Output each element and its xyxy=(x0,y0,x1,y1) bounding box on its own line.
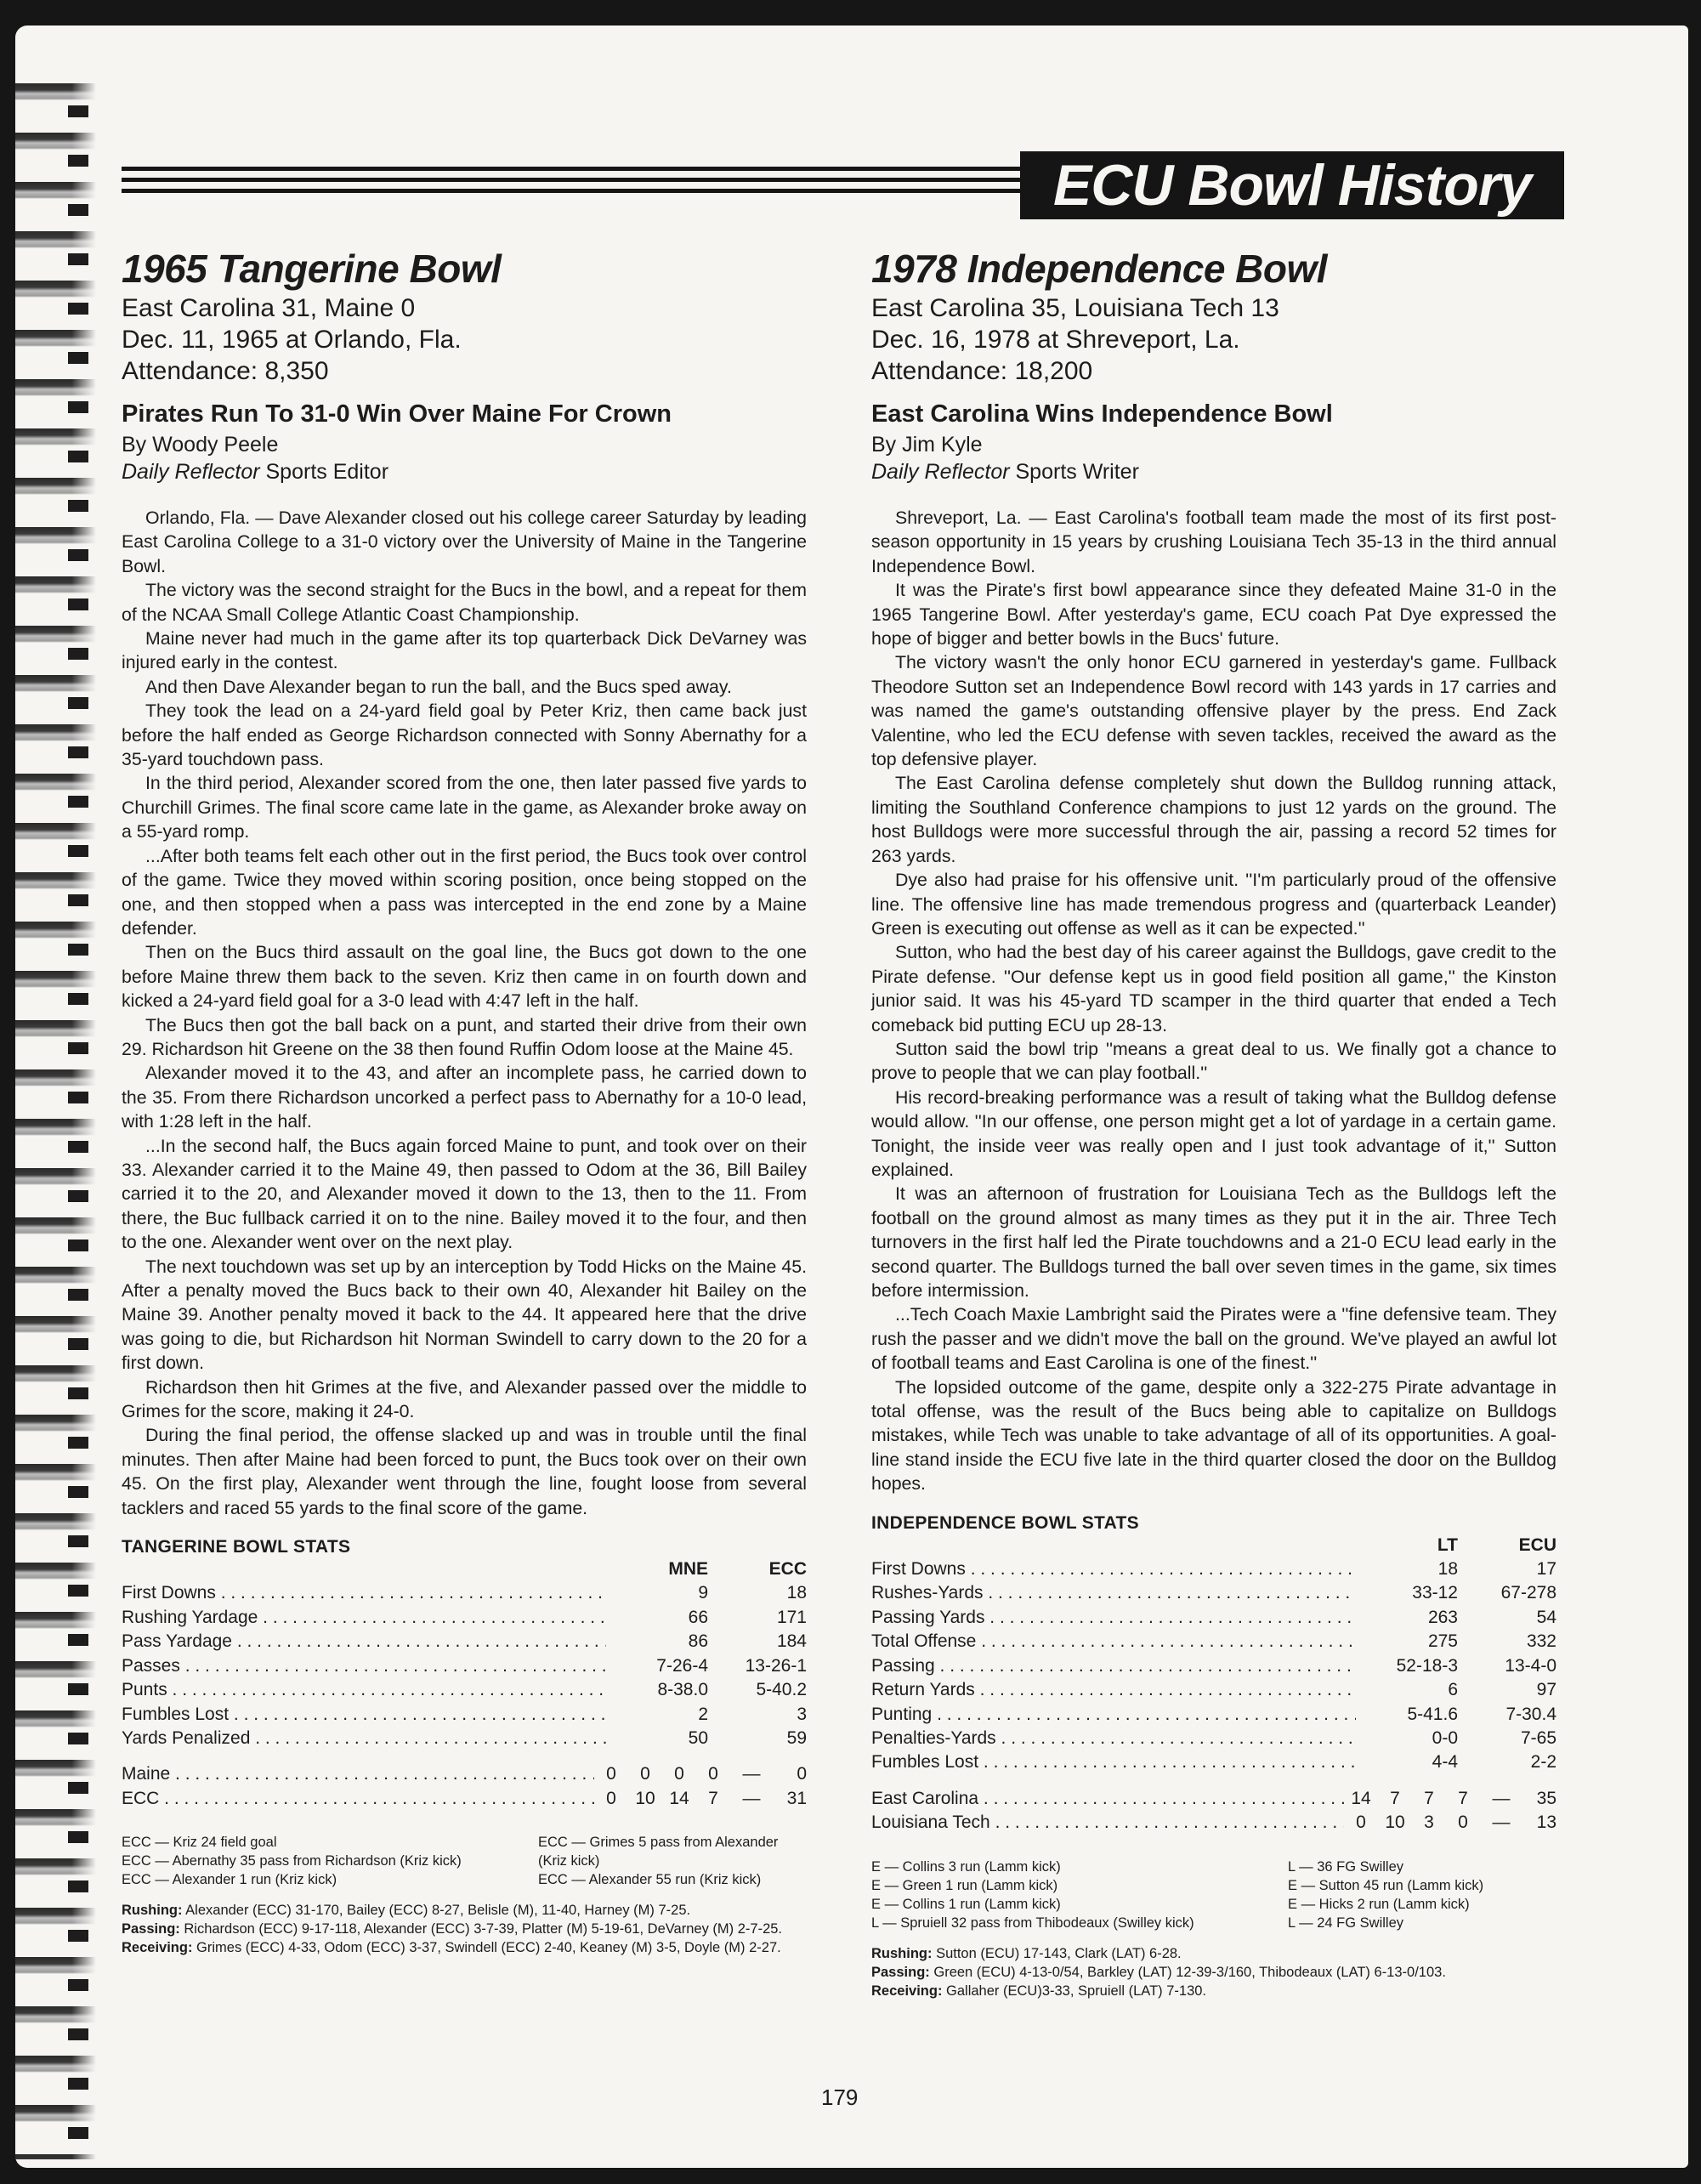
page-number: 179 xyxy=(821,2085,859,2110)
section-header xyxy=(122,151,1564,219)
header-rules xyxy=(122,167,1023,209)
scoring-play: E — Collins 1 run (Lamm kick) xyxy=(871,1896,1061,1912)
bowl-title: 1965 Tangerine Bowl xyxy=(122,247,502,291)
stats-row xyxy=(871,1750,1556,1774)
stat-detail: Alexander (ECC) 31-170, Bailey (ECC) 8-27, Belisle (M), 11-40, Harney (M) 7-25. xyxy=(182,1903,691,1919)
article-paragraph: It was an afternoon of frustration for Louisiana Tech as the Bulldogs left the football on the ground almost as many times as they put it in the air. Three Tech turnovers in the first half led the Pirate touchdowns and a 21-0 ECU lead early in the second quarter. The Bulldogs turned the ball over seven times in the game, six times before intermission. xyxy=(871,1183,1556,1301)
team-name: East Carolina . . . xyxy=(871,1787,1344,1811)
stat-value: 2 xyxy=(698,1704,708,1724)
article-paragraph: The East Carolina defense completely shut down the Bulldog running attack, limiting the Southland Conference champions to just 12 yards on the ground. The host Bulldogs were more successful through the air, passing a record 52 times for 263 yards. xyxy=(871,773,1556,866)
date-line: Dec. 11, 1965 at Orlando, Fla. xyxy=(122,326,462,354)
article-paragraph: Sutton, who had the best day of his career against the Bulldogs, gave credit to the Pirate defense. ''Our defense kept us in good field position all game,'' the Kinston junior said. It was his 45-yard TD scamper in the third quarter that ended a Tech comeback bid putting ECU up 28-13. xyxy=(871,942,1556,1035)
score-dash: — xyxy=(1492,1788,1511,1808)
stat-value: 13-4-0 xyxy=(1505,1655,1556,1676)
stat-label: Rushing Yardage . . . xyxy=(122,1606,606,1630)
scoring-play: L — 36 FG Swilley xyxy=(1288,1858,1404,1875)
stat-label: Punts . . . xyxy=(122,1678,606,1702)
game-info xyxy=(122,292,807,387)
attendance-line: Attendance: 18,200 xyxy=(871,357,1093,385)
stat-label: Pass Yardage . . . xyxy=(122,1630,606,1654)
quarter-score: 0 xyxy=(606,1764,616,1784)
stat-category: Rushing: xyxy=(122,1903,183,1919)
stat-value: 7-65 xyxy=(1520,1727,1556,1748)
scoring-play: ECC — Abernathy 35 pass from Richardson (Kriz kick) xyxy=(122,1853,462,1869)
scoring-play: E — Hicks 2 run (Lamm kick) xyxy=(1288,1896,1470,1912)
individual-stat-line xyxy=(871,1963,1556,1982)
stat-value: 66 xyxy=(688,1607,708,1627)
stat-value: 4-4 xyxy=(1432,1752,1458,1773)
stats-row xyxy=(122,1654,807,1678)
stats-table xyxy=(122,1557,807,1750)
article-paragraph: Richardson then hit Grimes at the five, and Alexander passed over the middle to Grimes for the score, making it 24-0. xyxy=(122,1376,807,1422)
scoring-column xyxy=(871,1858,1288,1932)
final-score-line: East Carolina 31, Maine 0 xyxy=(122,294,416,322)
stat-value: 52-18-3 xyxy=(1396,1655,1458,1676)
stat-value: 2-2 xyxy=(1530,1752,1556,1773)
stat-value: 17 xyxy=(1536,1559,1556,1580)
stat-value: 9 xyxy=(698,1583,708,1603)
stat-label: Passes . . . xyxy=(122,1654,606,1678)
stat-value: 8-38.0 xyxy=(657,1680,708,1700)
newspaper-name: Daily Reflector xyxy=(122,460,260,484)
right-column xyxy=(871,245,1556,2000)
individual-stat-line xyxy=(871,1944,1556,1963)
stats-title: TANGERINE BOWL STATS xyxy=(122,1537,351,1557)
article-paragraph: ...After both teams felt each other out in the first period, the Bucs took over control of the game. Twice they moved within scoring position, once being stopped on the one, and then stopped when a pass was intercepted in the end zone by a Maine defender. xyxy=(122,845,807,939)
quarter-score: 10 xyxy=(1385,1812,1405,1833)
stats-row xyxy=(871,1606,1556,1630)
date-line: Dec. 16, 1978 at Shreveport, La. xyxy=(871,326,1240,354)
stat-label: Return Yards . . . xyxy=(871,1678,1356,1702)
quarter-score: 0 xyxy=(708,1764,718,1784)
stats-row xyxy=(871,1727,1556,1750)
stat-detail: Richardson (ECC) 9-17-118, Alexander (ECC) 3-7-39, Platter (M) 5-19-61, DeVarney (M) 2-7-25. xyxy=(179,1921,783,1937)
scoring-play: (Kriz kick) xyxy=(538,1853,600,1869)
scoring-play: E — Green 1 run (Lamm kick) xyxy=(871,1877,1058,1893)
stat-value: 5-41.6 xyxy=(1407,1704,1458,1724)
page xyxy=(15,26,1688,2168)
column-header: ECC xyxy=(768,1559,807,1580)
article-paragraph: Maine never had much in the game after its top quarterback Dick DeVarney was injured early in the contest. xyxy=(122,628,807,673)
stat-category: Receiving: xyxy=(871,1983,943,1999)
article-paragraph: Dye also had praise for his offensive unit. ''I'm particularly proud of the offensive line. The offensive line has made tremendous progress and (quarterback Leander) Green is executing out offense as well as it can be expected.'' xyxy=(871,870,1556,939)
score-row xyxy=(122,1787,807,1811)
byline-author: By Woody Peele xyxy=(122,433,279,457)
stat-label: Fumbles Lost . . . xyxy=(122,1703,606,1727)
stat-value: 50 xyxy=(688,1727,708,1748)
stat-label: Passing . . . xyxy=(871,1654,1356,1678)
stat-label: First Downs . . . xyxy=(871,1557,1356,1581)
article-paragraph: Then on the Bucs third assault on the goal line, the Bucs got down to the one before Maine threw them back to the seven. Kriz then came in on fourth down and kicked a 24-yard field goal for a 3-0 lead with 4:47 left in the half. xyxy=(122,942,807,1012)
article-paragraph: Shreveport, La. — East Carolina's football team made the most of its first post-season opportunity in 15 years by crushing Louisiana Tech 35-13 in the third annual Independence Bowl. xyxy=(871,508,1556,576)
quarter-score: 7 xyxy=(1458,1788,1468,1808)
stat-value: 171 xyxy=(776,1607,807,1627)
team-name: Louisiana Tech . . . xyxy=(871,1811,1344,1835)
article-paragraph: His record-breaking performance was a result of taking what the Bulldog defense would allow. ''In our offense, one person might get a lot of yardage in a certain game. Tonight, the inside veer was really open and I just took advantage of it,'' Sutton explained. xyxy=(871,1086,1556,1180)
game-info xyxy=(871,292,1556,387)
individual-stat-line xyxy=(122,1901,807,1920)
stat-label: Punting . . . xyxy=(871,1703,1356,1727)
stats-row xyxy=(871,1630,1556,1654)
scoring-play: E — Collins 3 run (Lamm kick) xyxy=(871,1858,1061,1875)
stats-table xyxy=(871,1534,1556,1775)
quarter-score: 0 xyxy=(606,1788,616,1808)
stat-value: 3 xyxy=(797,1704,807,1724)
score-row xyxy=(122,1762,807,1786)
stat-detail: Sutton (ECU) 17-143, Clark (LAT) 6-28. xyxy=(932,1945,1182,1961)
article-headline: Pirates Run To 31-0 Win Over Maine For Crown xyxy=(122,400,672,428)
scoring-play: ECC — Alexander 1 run (Kriz kick) xyxy=(122,1872,337,1888)
quarter-score: 0 xyxy=(1458,1812,1468,1833)
stat-value: 5-40.2 xyxy=(756,1680,807,1700)
stats-row xyxy=(122,1703,807,1727)
stat-value: 18 xyxy=(786,1583,807,1603)
article-paragraph: They took the lead on a 24-yard field goal by Peter Kriz, then came back just before the half ended as George Richardson connected with Sonny Abernathy for a 35-yard touchdown pass. xyxy=(122,701,807,770)
article-body xyxy=(871,506,1556,1496)
stat-label: Passing Yards . . . xyxy=(871,1606,1356,1630)
stat-value: 7-30.4 xyxy=(1505,1704,1556,1724)
article-paragraph: The next touchdown was set up by an interception by Todd Hicks on the Maine 45. After a penalty moved the Bucs back to their own 40, Alexander hit Bailey on the Maine 39. Another penalty moved it back to the 44. It appeared here that the drive was going to die, but Richardson hit Norman Swindell to carry down to the 20 for a first down. xyxy=(122,1256,807,1374)
stat-label: Total Offense . . . xyxy=(871,1630,1356,1654)
article-headline: East Carolina Wins Independence Bowl xyxy=(871,400,1333,428)
score-dash: — xyxy=(1492,1812,1511,1833)
quarter-score: 14 xyxy=(669,1788,689,1808)
byline-author: By Jim Kyle xyxy=(871,433,983,457)
stats-header-row xyxy=(122,1557,807,1581)
newspaper-name: Daily Reflector xyxy=(871,460,1010,484)
stat-label: Fumbles Lost . . . xyxy=(871,1750,1356,1774)
left-column xyxy=(122,245,807,1957)
attendance-line: Attendance: 8,350 xyxy=(122,357,329,385)
stat-detail: Gallaher (ECU)3-33, Spruiell (LAT) 7-130. xyxy=(942,1983,1207,1999)
individual-stats xyxy=(122,1901,807,1957)
article-body xyxy=(122,506,807,1520)
article-paragraph: ...In the second half, the Bucs again forced Maine to punt, and took over on their 33. Alexander carried it to the Maine 49, then passed to Odom at the 36, Bill Bailey carried it to the 20, and Alexander moved it down to the 13, then to the 11. From there, the Buc fullback carried it on to the nine. Bailey moved it to the four, and then to the one. Alexander went over on the next play. xyxy=(122,1135,807,1253)
scoring-summary xyxy=(871,1858,1556,1932)
scoring-column xyxy=(122,1833,538,1889)
stats-row xyxy=(122,1630,807,1654)
individual-stat-line xyxy=(871,1982,1556,2000)
stats-title: INDEPENDENCE BOWL STATS xyxy=(871,1512,1139,1533)
quarter-score: 10 xyxy=(635,1788,655,1808)
individual-stats xyxy=(871,1944,1556,2000)
stat-value: 184 xyxy=(776,1631,807,1652)
stat-category: Rushing: xyxy=(871,1945,933,1961)
final-score-line: East Carolina 35, Louisiana Tech 13 xyxy=(871,294,1279,322)
scoring-play: ECC — Kriz 24 field goal xyxy=(122,1835,277,1851)
stats-header-row xyxy=(871,1534,1556,1557)
article-paragraph: Sutton said the bowl trip ''means a great deal to us. We finally got a chance to prove to people that we can play football.'' xyxy=(871,1038,1556,1084)
team-name: Maine . . . xyxy=(122,1762,594,1786)
stat-value: 33-12 xyxy=(1412,1583,1458,1603)
individual-stat-line xyxy=(122,1938,807,1957)
column-header: MNE xyxy=(668,1559,708,1580)
author-role: Sports Editor xyxy=(259,460,389,484)
final-score: 31 xyxy=(786,1788,807,1808)
stat-value: 59 xyxy=(786,1727,807,1748)
article-paragraph: ...Tech Coach Maxie Lambright said the Pirates were a ''fine defensive team. They rush the passer and we didn't move the ball on the ground. We've played an awful lot of football teams and East Carolina is one of the finest.'' xyxy=(871,1304,1556,1374)
author-role: Sports Writer xyxy=(1009,460,1139,484)
quarter-score: 7 xyxy=(1424,1788,1434,1808)
stat-category: Passing: xyxy=(122,1921,180,1937)
score-by-quarter xyxy=(122,1762,807,1811)
bowl-title: 1978 Independence Bowl xyxy=(871,247,1328,291)
column-header: LT xyxy=(1437,1534,1458,1555)
stats-row xyxy=(871,1703,1556,1727)
stat-detail: Grimes (ECC) 4-33, Odom (ECC) 3-37, Swindell (ECC) 2-40, Keaney (M) 3-5, Doyle (M) 2-27. xyxy=(192,1940,781,1956)
score-row xyxy=(871,1787,1556,1811)
article-paragraph: And then Dave Alexander began to run the ball, and the Bucs sped away. xyxy=(145,676,732,697)
scoring-play: L — Spruiell 32 pass from Thibodeaux (Swilley kick) xyxy=(871,1915,1194,1931)
stat-value: 7-26-4 xyxy=(656,1655,708,1676)
stats-row xyxy=(122,1678,807,1702)
scoring-column xyxy=(538,1833,807,1889)
article-paragraph: The lopsided outcome of the game, despite only a 322-275 Pirate advantage in total offense, was the result of the Bucs being able to capitalize on Bulldogs mistakes, while Tech was unable to take advantage of all of its opportunities. A goal-line stand inside the ECU five late in the third quarter closed the door on the Bulldog hopes. xyxy=(871,1376,1556,1495)
stat-value: 18 xyxy=(1437,1559,1458,1580)
scoring-play: ECC — Alexander 55 run (Kriz kick) xyxy=(538,1872,762,1888)
scoring-play: E — Sutton 45 run (Lamm kick) xyxy=(1288,1877,1484,1893)
stats-row xyxy=(871,1678,1556,1702)
quarter-score: 7 xyxy=(708,1788,718,1808)
quarter-score: 3 xyxy=(1424,1812,1434,1833)
scoring-play: ECC — Grimes 5 pass from Alexander xyxy=(538,1835,779,1851)
score-row xyxy=(871,1811,1556,1835)
stat-category: Receiving: xyxy=(122,1940,193,1956)
byline-publication xyxy=(871,458,1556,485)
stat-value: 67-278 xyxy=(1500,1583,1556,1603)
stat-value: 275 xyxy=(1427,1631,1458,1652)
article-paragraph: Orlando, Fla. — Dave Alexander closed out his college career Saturday by leading East Carolina College to a 31-0 victory over the University of Maine in the Tangerine Bowl. xyxy=(122,508,807,576)
article-paragraph: During the final period, the offense slacked up and was in trouble until the final minutes. Then after Maine had been forced to punt, the Bucs took over on their own 45. On the first play, Alexander went through the line, fought loose from several tacklers and raced 55 yards to the final score of the game. xyxy=(122,1425,807,1518)
final-score: 13 xyxy=(1536,1812,1556,1833)
stats-row xyxy=(122,1727,807,1750)
stat-value: 13-26-1 xyxy=(745,1655,807,1676)
stat-category: Passing: xyxy=(871,1964,930,1980)
binding-holes xyxy=(68,77,88,2159)
stats-row xyxy=(871,1557,1556,1581)
stat-value: 6 xyxy=(1448,1680,1458,1700)
stat-label: Penalties-Yards . . . xyxy=(871,1727,1356,1750)
score-by-quarter xyxy=(871,1787,1556,1835)
article-paragraph: The victory wasn't the only honor ECU garnered in yesterday's game. Fullback Theodore Sutton set an Independence Bowl record with 143 yards in 17 carries and was named the game's outstanding offensive player by the press. End Zack Valentine, who led the ECU defense with seven tackles, received the award as the top defensive player. xyxy=(871,652,1556,770)
article-paragraph: The Bucs then got the ball back on a punt, and started their drive from their own 29. Richardson hit Greene on the 38 then found Ruffin Odom loose at the Maine 45. xyxy=(122,1014,807,1059)
final-score: 35 xyxy=(1536,1788,1556,1808)
individual-stat-line xyxy=(122,1920,807,1938)
stat-value: 263 xyxy=(1427,1607,1458,1627)
stat-label: Rushes-Yards . . . xyxy=(871,1581,1356,1605)
score-dash: — xyxy=(742,1764,761,1784)
quarter-score: 0 xyxy=(640,1764,650,1784)
stat-value: 0-0 xyxy=(1432,1727,1458,1748)
stat-value: 86 xyxy=(688,1631,708,1652)
stats-row xyxy=(122,1606,807,1630)
article-paragraph: In the third period, Alexander scored from the one, then later passed five yards to Churchill Grimes. The final score came late in the game, as Alexander broke away on a 55-yard romp. xyxy=(122,773,807,842)
stat-value: 332 xyxy=(1526,1631,1556,1652)
quarter-score: 0 xyxy=(1356,1812,1366,1833)
column-header: ECU xyxy=(1518,1534,1556,1555)
section-banner: ECU Bowl History xyxy=(1020,151,1564,219)
stats-row xyxy=(871,1654,1556,1678)
scoring-summary xyxy=(122,1833,807,1889)
scoring-column xyxy=(1288,1858,1556,1932)
quarter-score: 0 xyxy=(674,1764,684,1784)
stat-label: First Downs . . . xyxy=(122,1581,606,1605)
article-paragraph: It was the Pirate's first bowl appearance since they defeated Maine 31-0 in the 1965 Tangerine Bowl. After yesterday's game, ECU coach Pat Dye expressed the hope of bigger and better bowls in the Bucs' future. xyxy=(871,580,1556,650)
final-score: 0 xyxy=(797,1764,807,1784)
stat-value: 54 xyxy=(1536,1607,1556,1627)
stat-value: 97 xyxy=(1536,1680,1556,1700)
quarter-score: 7 xyxy=(1390,1788,1400,1808)
stats-row xyxy=(122,1581,807,1605)
stats-row xyxy=(871,1581,1556,1605)
quarter-score: 14 xyxy=(1351,1788,1371,1808)
article-paragraph: The victory was the second straight for the Bucs in the bowl, and a repeat for them of the NCAA Small College Atlantic Coast Championship. xyxy=(122,580,807,625)
article-paragraph: Alexander moved it to the 43, and after an incomplete pass, he carried down to the 35. From there Richardson uncorked a perfect pass to Abernathy for a 10-0 lead, with 1:28 left in the half. xyxy=(122,1063,807,1132)
byline-publication xyxy=(122,458,807,485)
team-name: ECC . . . xyxy=(122,1787,594,1811)
scoring-play: L — 24 FG Swilley xyxy=(1288,1915,1404,1931)
score-dash: — xyxy=(742,1788,761,1808)
stat-label: Yards Penalized . . . xyxy=(122,1727,606,1750)
stat-detail: Green (ECU) 4-13-0/54, Barkley (LAT) 12-39-3/160, Thibodeaux (LAT) 6-13-0/103. xyxy=(929,1964,1446,1980)
